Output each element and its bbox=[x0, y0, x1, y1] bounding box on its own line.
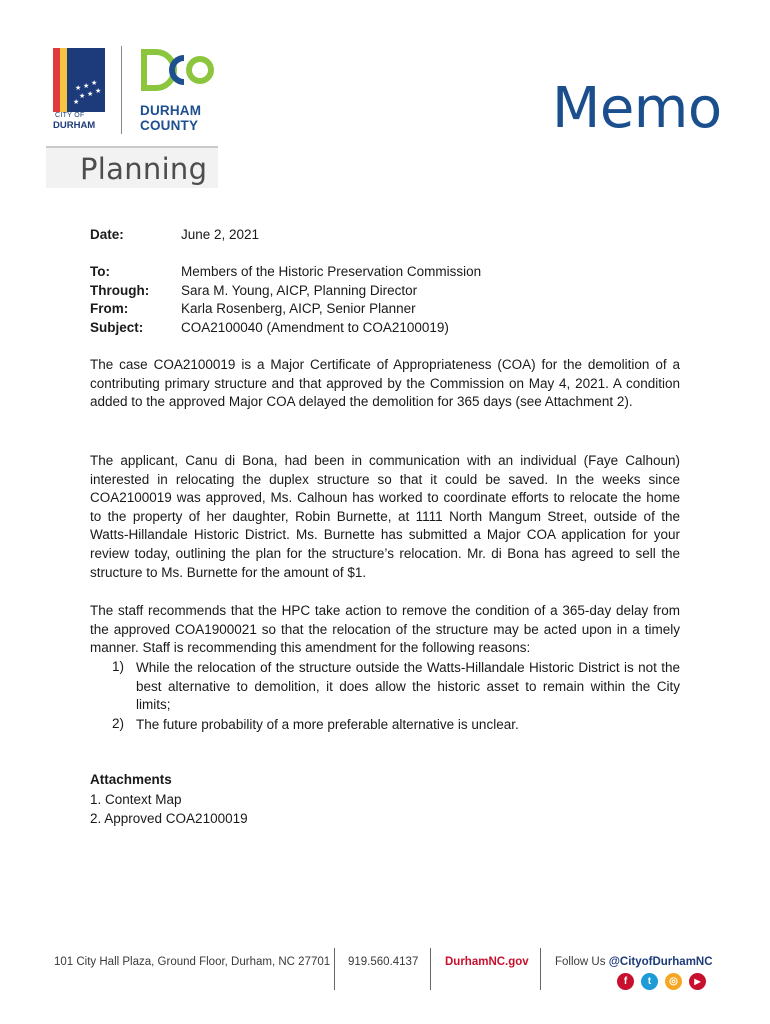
paragraph-recommendation: The staff recommends that the HPC take action to remove the condition of a 365-day delay from the approved COA1900021 so that the relocation of the structure may be acted upon in a timely manner. Staff is recommending this amendment for the following reasons: bbox=[90, 603, 680, 656]
through-value: Sara M. Young, AICP, Planning Director bbox=[181, 283, 418, 298]
city-of-durham-logo bbox=[53, 48, 105, 132]
reason-number: 1) bbox=[112, 659, 125, 674]
through-label: Through: bbox=[90, 283, 150, 298]
paragraph-case-summary: The case COA2100019 is a Major Certificate of Appropriateness (COA) for the demolition of a contributing primary structure and that approved by the Commission on May 4, 2021. A condition added to the approved Major COA delayed the demolition for 365 days (see Attachment 2). bbox=[90, 357, 680, 410]
subject-label: Subject: bbox=[90, 320, 144, 335]
date-label: Date: bbox=[90, 227, 124, 242]
attachments-heading: Attachments bbox=[90, 772, 172, 787]
facebook-icon[interactable]: f bbox=[617, 973, 634, 990]
reason-text: The future probability of a more preferable alternative is unclear. bbox=[136, 717, 519, 732]
county-logo-line2: COUNTY bbox=[140, 118, 199, 133]
department-label: Planning bbox=[80, 152, 208, 186]
footer-divider bbox=[540, 948, 541, 990]
to-value: Members of the Historic Preservation Commission bbox=[181, 264, 482, 279]
footer-divider bbox=[334, 948, 335, 990]
from-value: Karla Rosenberg, AICP, Senior Planner bbox=[181, 301, 416, 316]
svg-text:★: ★ bbox=[91, 79, 98, 87]
county-logo-line1: DURHAM bbox=[140, 103, 202, 118]
instagram-icon[interactable]: ◎ bbox=[665, 973, 682, 990]
footer-address: 101 City Hall Plaza, Ground Floor, Durham, NC 27701 bbox=[54, 956, 331, 968]
footer-website-link[interactable]: DurhamNC.gov bbox=[445, 956, 529, 968]
paragraph-applicant: The applicant, Canu di Bona, had been in communication with an individual (Faye Calhoun) interested in relocating the duplex structure so that it could be saved. In the weeks since COA2100019 was approved, Ms. Calhoun has worked to coordinate efforts to relocate the home to the property of her daughter, Robin Burnette, at 1111 North Mangum Street, outside of the Watts-Hillandale Historic District. Ms. Burnette has submitted a Major COA application for your review today, outlining the plan for the structure’s relocation. Mr. di Bona has agreed to sell the structure to Ms. Burnette for the amount of $1. bbox=[90, 453, 680, 580]
city-flag-icon bbox=[53, 48, 105, 112]
twitter-icon[interactable]: t bbox=[641, 973, 658, 990]
svg-text:★: ★ bbox=[73, 98, 80, 106]
attachment-item: 2. Approved COA2100019 bbox=[90, 811, 248, 826]
footer-social-handle-link[interactable]: @CityofDurhamNC bbox=[608, 956, 713, 968]
footer-follow-prefix: Follow Us bbox=[555, 956, 609, 968]
footer-phone: 919.560.4137 bbox=[348, 956, 419, 968]
from-label: From: bbox=[90, 301, 129, 316]
dco-mark-icon bbox=[140, 48, 220, 94]
reason-number: 2) bbox=[112, 716, 125, 731]
department-banner bbox=[46, 146, 218, 188]
svg-text:★: ★ bbox=[79, 92, 86, 100]
footer-follow bbox=[555, 956, 713, 968]
svg-text:★: ★ bbox=[87, 90, 94, 98]
durham-county-logo bbox=[140, 48, 220, 134]
page-title: Memo bbox=[552, 76, 722, 141]
logo-divider bbox=[121, 46, 122, 134]
youtube-icon[interactable]: ▶ bbox=[689, 973, 706, 990]
svg-text:★: ★ bbox=[75, 84, 82, 92]
footer-divider bbox=[430, 948, 431, 990]
subject-value: COA2100040 (Amendment to COA2100019) bbox=[181, 320, 449, 335]
svg-text:★: ★ bbox=[83, 82, 90, 90]
attachment-item: 1. Context Map bbox=[90, 792, 182, 807]
date-value: June 2, 2021 bbox=[181, 227, 260, 242]
to-label: To: bbox=[90, 264, 110, 279]
svg-text:★: ★ bbox=[95, 87, 102, 95]
city-logo-line2: DURHAM bbox=[53, 120, 96, 131]
reason-text: While the relocation of the structure outside the Watts-Hillandale Historic District is not the best alternative to demolition, it does allow the historic asset to remain within the City limits; bbox=[136, 660, 680, 713]
city-logo-line1: CITY OF bbox=[55, 112, 85, 119]
